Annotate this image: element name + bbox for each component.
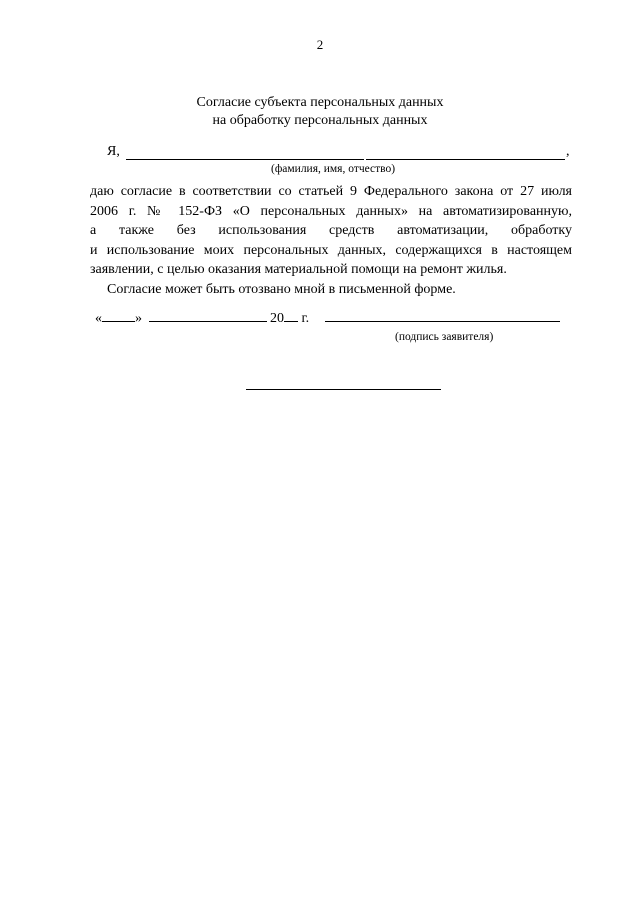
separator-line bbox=[246, 389, 441, 390]
year-prefix: 20 bbox=[270, 311, 284, 326]
year-suffix: г. bbox=[301, 311, 310, 326]
consent-line-3: а также без использования средств автоматизации, обработку bbox=[90, 223, 572, 238]
full-name-caption: (фамилия, имя, отчество) bbox=[271, 163, 396, 175]
title-line-1: Согласие субъекта персональных данных bbox=[196, 95, 444, 110]
full-name-field-part-1[interactable] bbox=[126, 159, 364, 160]
title-line-2: на обработку персональных данных bbox=[212, 113, 428, 128]
consent-line-2: 2006 г. № 152-ФЗ «О персональных данных» на автоматизированную, bbox=[90, 203, 572, 219]
date-quote-open: « bbox=[95, 311, 102, 326]
day-field[interactable] bbox=[102, 321, 135, 322]
consent-line-4: и использование моих персональных данных, содержащихся в настоящем bbox=[90, 242, 572, 258]
consent-paragraph-2: Согласие может быть отозвано мной в письменной форме. bbox=[107, 281, 456, 297]
full-name-field-part-2[interactable] bbox=[366, 159, 565, 160]
document-title bbox=[0, 94, 640, 130]
consent-line-1: даю согласие в соответствии со статьей 9 Федерального закона от 27 июля bbox=[90, 184, 572, 199]
page-number: 2 bbox=[316, 37, 324, 52]
consent-line-5: заявлении, с целью оказания материальной помощи на ремонт жилья. bbox=[90, 262, 507, 277]
date-signature-row bbox=[95, 311, 560, 327]
date-quote-close: » bbox=[135, 311, 142, 326]
signature-field[interactable] bbox=[325, 321, 560, 322]
month-field[interactable] bbox=[149, 321, 267, 322]
year-field[interactable] bbox=[284, 321, 298, 322]
consent-body bbox=[90, 182, 572, 299]
name-prefix: Я, bbox=[107, 144, 120, 159]
consent-paragraph-1 bbox=[90, 182, 572, 280]
name-suffix: , bbox=[566, 144, 570, 159]
signature-caption: (подпись заявителя) bbox=[395, 331, 494, 343]
